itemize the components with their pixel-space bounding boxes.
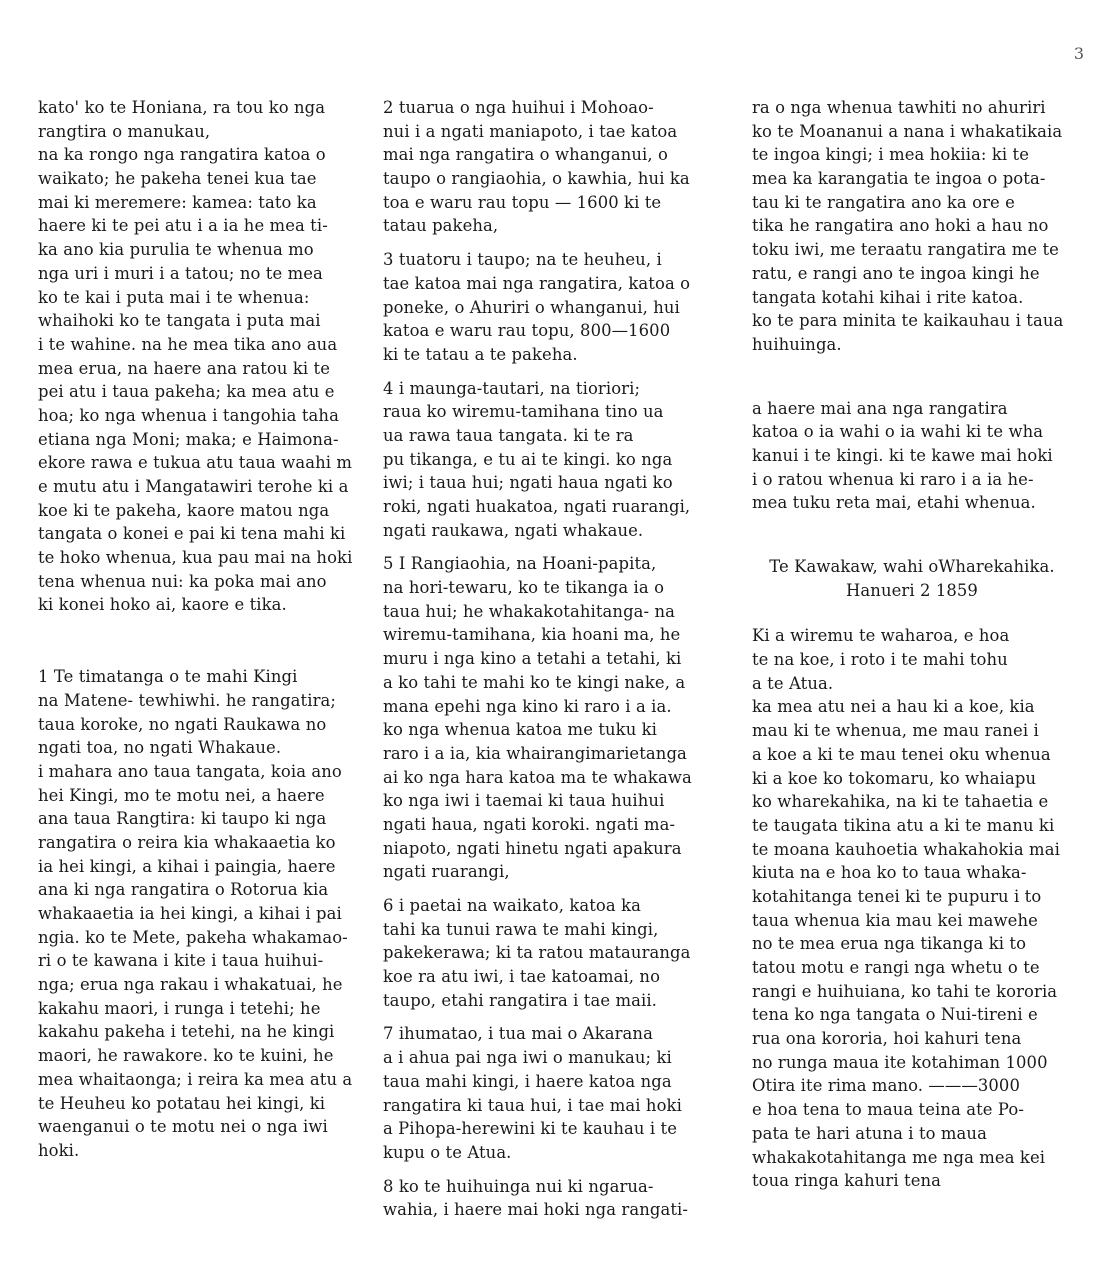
block-gap — [38, 617, 358, 665]
paragraph — [38, 665, 358, 1162]
text-line: ki a koe ko tokomaru, ko whaiapu — [752, 768, 1037, 788]
text-line: wiremu-tamihana, kia hoani ma, he — [383, 625, 681, 645]
text-line: taupo, etahi rangatira i tae maii. — [383, 990, 657, 1010]
text-line: ka mea atu nei a hau ki a koe, kia — [752, 697, 1035, 717]
text-line: 5 I Rangiaohia, na Hoani-papita, — [383, 554, 657, 574]
text-line: no runga maua ite kotahiman 1000 — [752, 1052, 1048, 1072]
text-line: etiana nga Moni; maka; e Haimona- — [38, 429, 339, 449]
text-line: tatau pakeha, — [383, 216, 499, 236]
text-line: koe ra atu iwi, i tae katoamai, no — [383, 967, 661, 987]
text-line: iwi; i taua hui; ngati haua ngati ko — [383, 473, 673, 493]
text-line: mai ki meremere: kamea: tato ka — [38, 192, 317, 212]
text-line: tau ki te rangatira ano ka ore e — [752, 192, 1015, 212]
text-line: waikato; he pakeha tenei kua tae — [38, 169, 317, 189]
paragraph — [752, 555, 1072, 602]
text-line: 6 i paetai na waikato, katoa ka — [383, 896, 641, 915]
text-line: 7 ihumatao, i tua mai o Akarana — [383, 1024, 653, 1044]
block-gap — [383, 884, 713, 894]
text-line: taua whenua kia mau kei mawehe — [752, 910, 1038, 930]
block-gap — [383, 367, 713, 377]
text-line: a i ahua pai nga iwi o manukau; ki — [383, 1048, 672, 1068]
text-line: katoa o ia wahi o ia wahi ki te wha — [752, 422, 1044, 442]
text-line: a te Atua. — [752, 673, 834, 693]
text-line: toku iwi, me teraatu rangatira me te — [752, 240, 1059, 260]
text-line: muru i nga kino a tetahi a tetahi, ki — [383, 649, 682, 669]
text-line: toua ringa kahuri tena — [752, 1171, 942, 1191]
text-line: te taugata tikina atu a ki te manu ki — [752, 815, 1055, 835]
text-line: roki, ngati huakatoa, ngati ruarangi, — [383, 497, 691, 516]
text-line: tahi ka tunui rawa te mahi kingi, — [383, 919, 659, 939]
text-line: a ko tahi te mahi ko te kingi nake, a — [383, 672, 686, 692]
text-line: tena ko nga tangata o Nui-tireni e — [752, 1005, 1038, 1025]
text-line: ana ki nga rangatira o Rotorua kia — [38, 880, 329, 900]
text-line: ngati raukawa, ngati whakaue. — [383, 520, 644, 540]
text-line: nui i a ngati maniapoto, i tae katoa — [383, 121, 678, 141]
text-line: haere ki te pei atu i a ia he mea ti- — [38, 216, 328, 236]
text-line: taua koroke, no ngati Raukawa no — [38, 714, 327, 734]
text-line: pu tikanga, e tu ai te kingi. ko nga — [383, 449, 673, 469]
text-line: tena whenua nui: ka poka mai ano — [38, 571, 327, 591]
text-line: mea erua, na haere ana ratou ki te — [38, 358, 331, 378]
text-line: tangata o konei e pai ki tena mahi ki — [38, 524, 346, 544]
text-line: ua rawa taua tangata. ki te ra — [383, 425, 634, 445]
text-line: kotahitanga tenei ki te pupuru i to — [752, 886, 1042, 906]
text-line: ratu, e rangi ano te ingoa kingi he — [752, 263, 1040, 283]
paragraph — [383, 1022, 713, 1164]
text-line: taua mahi kingi, i haere katoa nga — [383, 1071, 672, 1091]
text-line: ko te kai i puta mai i te whenua: — [38, 287, 310, 307]
text-line: mea tuku reta mai, etahi whenua. — [752, 493, 1036, 513]
text-line: rangatira o reira kia whakaaetia ko — [38, 832, 336, 852]
paragraph — [383, 894, 713, 1012]
text-line: rua ona kororia, hoi kahuri tena — [752, 1029, 1022, 1049]
text-line: pata te hari atuna i to maua — [752, 1123, 987, 1143]
text-line: kato' ko te Honiana, ra tou ko nga — [38, 98, 326, 117]
text-line: 1 Te timatanga o te mahi Kingi — [38, 667, 298, 687]
block-gap — [752, 357, 1072, 397]
text-line: toa e waru rau topu — 1600 ki te — [383, 192, 662, 212]
text-line: ekore rawa e tukua atu taua waahi m — [38, 453, 353, 473]
text-line: ri o te kawana i kite i taua huihui- — [38, 951, 324, 971]
text-line: 8 ko te huihuinga nui ki ngarua- — [383, 1176, 654, 1196]
block-gap — [752, 515, 1072, 555]
text-line: pei atu i taua pakeha; ka mea atu e — [38, 382, 335, 402]
paragraph — [383, 552, 713, 884]
paragraph — [752, 96, 1072, 357]
text-line: nga; erua nga rakau i whakatuai, he — [38, 975, 343, 995]
text-line: whakaaetia ia hei kingi, a kihai i pai — [38, 904, 342, 923]
text-line: ko te para minita te kaikauhau i taua — [752, 311, 1064, 331]
text-line: ko te Moananui a nana i whakatikaia — [752, 121, 1063, 141]
text-line: kakahu pakeha i tetehi, na he kingi — [38, 1022, 335, 1042]
text-line: te ingoa kingi; i mea hokiia: ki te — [752, 145, 1030, 165]
text-line: tika he rangatira ano hoki a hau no — [752, 216, 1049, 236]
block-gap — [383, 1012, 713, 1022]
text-line: mea whaitaonga; i reira ka mea atu a — [38, 1069, 353, 1089]
text-line: pakekerawa; ki ta ratou matauranga — [383, 943, 691, 963]
text-line: i te wahine. na he mea tika ano aua — [38, 334, 338, 354]
paragraph — [383, 248, 713, 366]
text-line: whakakotahitanga me nga mea kei — [752, 1147, 1046, 1167]
paragraph — [383, 96, 713, 238]
text-line: raua ko wiremu-tamihana tino ua — [383, 402, 664, 422]
paragraph — [752, 624, 1072, 1193]
text-line: rangtira o manukau, — [38, 121, 211, 141]
text-line: raro i a ia, kia whairangimarietanga — [383, 743, 687, 763]
text-line: hoa; ko nga whenua i tangohia taha — [38, 405, 339, 425]
text-line: ngati haua, ngati koroki. ngati ma- — [383, 814, 676, 834]
text-line: ngati toa, no ngati Whakaue. — [38, 738, 282, 758]
text-line: te hoko whenua, kua pau mai na hoki — [38, 548, 353, 568]
text-line: ngia. ko te Mete, pakeha whakamao- — [38, 927, 348, 947]
text-line: 2 tuarua o nga huihui i Mohoao- — [383, 98, 654, 117]
text-line: Otira ite rima mano. ———3000 — [752, 1076, 1020, 1096]
text-line: koe ki te pakeha, kaore matou nga — [38, 500, 330, 520]
text-line: te na koe, i roto i te mahi tohu — [752, 650, 1008, 670]
text-line: ana taua Rangtira: ki taupo ki nga — [38, 809, 327, 829]
page-number: 3 — [1073, 44, 1084, 63]
text-line: a Pihopa-herewini ki te kauhau i te — [383, 1119, 678, 1139]
text-line: rangatira ki taua hui, i tae mai hoki — [383, 1095, 682, 1115]
text-line: ki konei hoko ai, kaore e tika. — [38, 595, 287, 615]
text-line: poneke, o Ahuriri o whanganui, hui — [383, 297, 680, 317]
paragraph — [38, 96, 358, 617]
text-line: tae katoa mai nga rangatira, katoa o — [383, 273, 691, 293]
text-line: te moana kauhoetia whakahokia mai — [752, 839, 1060, 859]
text-line: no te mea erua nga tikanga ki to — [752, 934, 1027, 954]
text-line: ngati ruarangi, — [383, 862, 510, 882]
text-line: wahia, i haere mai hoki nga rangati- — [383, 1200, 689, 1220]
paragraph — [752, 397, 1072, 515]
text-line: mau ki te whenua, me mau ranei i — [752, 721, 1039, 741]
text-line: hei Kingi, mo te motu nei, a haere — [38, 785, 325, 805]
text-line: ko wharekahika, na ki te tahaetia e — [752, 792, 1049, 812]
block-gap — [383, 542, 713, 552]
column-1 — [38, 96, 358, 1163]
text-line: kanui i te kingi. ki te kawe mai hoki — [752, 445, 1053, 465]
text-line: mea ka karangatia te ingoa o pota- — [752, 169, 1046, 189]
text-line: Te Kawakaw, wahi oWharekahika. — [769, 557, 1055, 576]
text-line: ka ano kia purulia te whenua mo — [38, 240, 314, 260]
text-line: mai nga rangatira o whanganui, o — [383, 145, 668, 165]
text-line: Ki a wiremu te waharoa, e hoa — [752, 626, 1010, 646]
text-line: i o ratou whenua ki raro i a ia he- — [752, 469, 1034, 489]
text-line: 3 tuatoru i taupo; na te heuheu, i — [383, 250, 662, 270]
text-line: a haere mai ana nga rangatira — [752, 398, 1008, 418]
text-line: Hanueri 2 1859 — [846, 580, 978, 600]
text-line: kupu o te Atua. — [383, 1142, 512, 1162]
text-line: maori, he rawakore. ko te kuini, he — [38, 1046, 334, 1066]
text-line: huihuinga. — [752, 334, 842, 354]
text-line: na ka rongo nga rangatira katoa o — [38, 145, 326, 165]
text-line: mana epehi nga kino ki raro i a ia. — [383, 696, 672, 716]
text-line: e hoa tena to maua teina ate Po- — [752, 1100, 1024, 1120]
text-line: rangi e huihuiana, ko tahi te kororia — [752, 981, 1058, 1001]
paragraph — [383, 377, 713, 543]
text-line: taua hui; he whakakotahitanga- na — [383, 601, 676, 621]
text-line: kakahu maori, i runga i tetehi; he — [38, 998, 321, 1018]
column-2 — [383, 96, 713, 1222]
text-line: waenganui o te motu nei o nga iwi — [38, 1117, 328, 1137]
block-gap — [383, 238, 713, 248]
text-line: whaihoki ko te tangata i puta mai — [38, 311, 321, 331]
column-3 — [752, 96, 1072, 1193]
text-line: na Matene- tewhiwhi. he rangatira; — [38, 690, 336, 710]
text-line: taupo o rangiaohia, o kawhia, hui ka — [383, 169, 690, 189]
text-line: tatou motu e rangi nga whetu o te — [752, 958, 1040, 977]
text-line: na hori-tewaru, ko te tikanga ia o — [383, 578, 665, 598]
text-line: katoa e waru rau topu, 800—1600 — [383, 321, 671, 341]
text-line: te Heuheu ko potatau hei kingi, ki — [38, 1093, 326, 1113]
text-line: ai ko nga hara katoa ma te whakawa — [383, 767, 692, 787]
text-line: ki te tatau a te pakeha. — [383, 344, 578, 364]
text-line: tangata kotahi kihai i rite katoa. — [752, 287, 1024, 307]
text-line: ko nga whenua katoa me tuku ki — [383, 720, 658, 740]
text-line: ra o nga whenua tawhiti no ahuriri — [752, 98, 1046, 117]
text-line: i mahara ano taua tangata, koia ano — [38, 761, 342, 781]
text-line: kiuta na e hoa ko to taua whaka- — [752, 863, 1027, 883]
text-line: a koe a ki te mau tenei oku whenua — [752, 744, 1051, 764]
block-gap — [383, 1165, 713, 1175]
text-line: ko nga iwi i taemai ki taua huihui — [383, 791, 665, 811]
text-line: hoki. — [38, 1140, 80, 1160]
text-line: e mutu atu i Mangatawiri terohe ki a — [38, 477, 349, 496]
text-line: niapoto, ngati hinetu ngati apakura — [383, 838, 682, 858]
text-line: nga uri i muri i a tatou; no te mea — [38, 263, 323, 283]
paragraph — [383, 1175, 713, 1222]
block-gap — [752, 602, 1072, 624]
text-line: 4 i maunga-tautari, na tioriori; — [383, 378, 641, 398]
text-line: ia hei kingi, a kihai i paingia, haere — [38, 856, 336, 876]
